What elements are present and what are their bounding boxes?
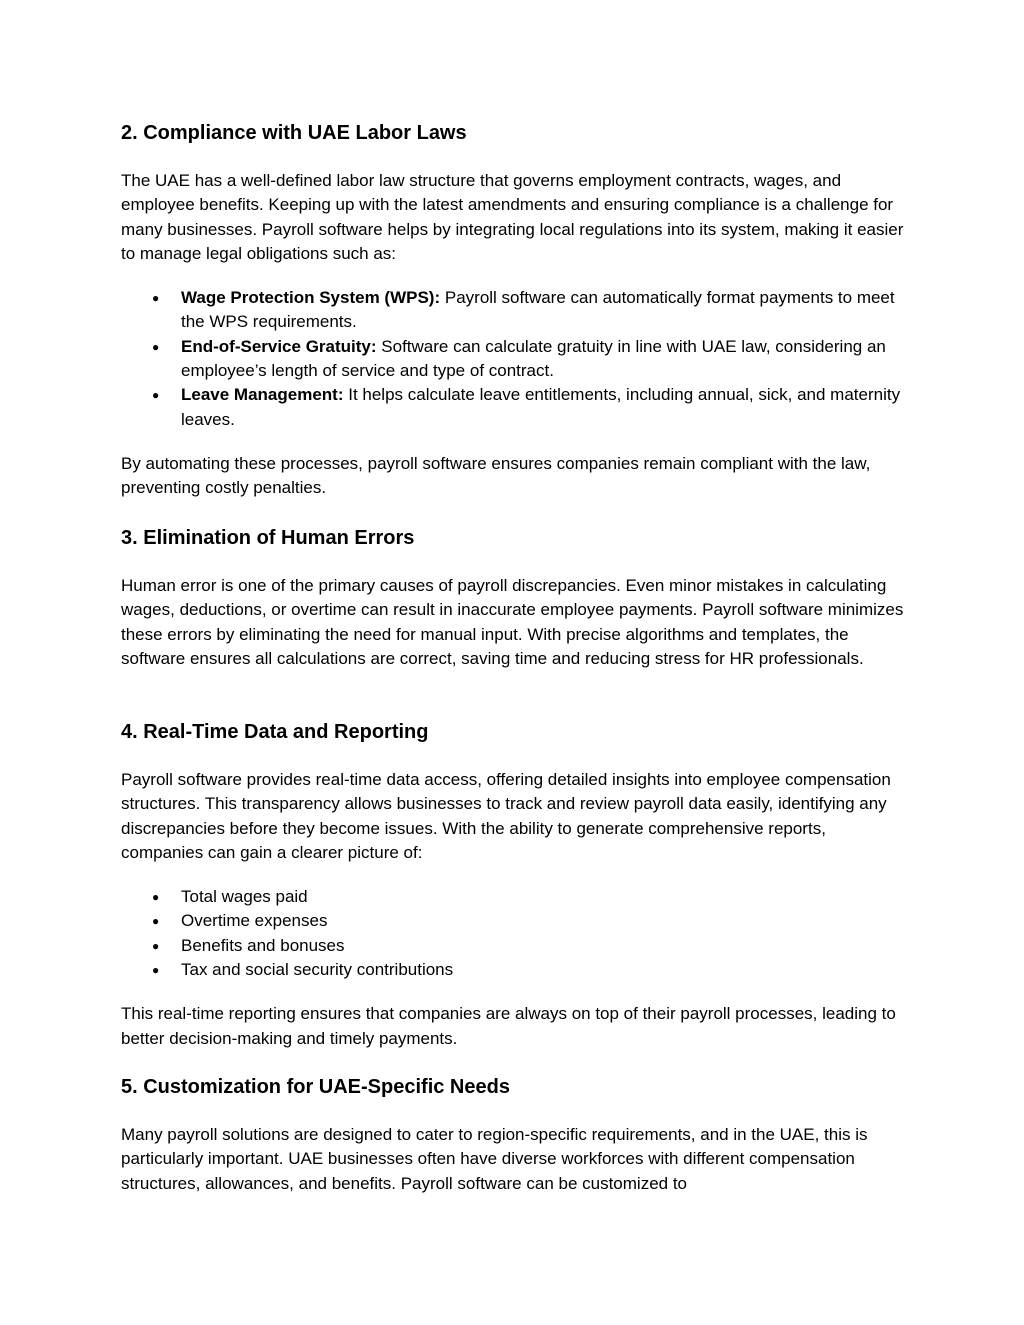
bullet-icon: ● <box>152 938 160 953</box>
bullet-list <box>121 885 911 982</box>
list-item-text: Tax and social security contributions <box>181 960 454 980</box>
list-item-text: Payroll software can automatically format payments to meet the WPS requirements. <box>181 288 895 332</box>
section-compliance <box>121 121 911 501</box>
section-paragraph: Many payroll solutions are designed to cater to region-specific requirements, and in the UAE, this is particularly important. UAE businesses often have diverse workforces with different compensation structures, allowances, and benefits. Payroll software can be customized to <box>121 1125 868 1193</box>
list-item-term: End-of-Service Gratuity: <box>181 336 377 356</box>
list-item-term: Leave Management: <box>181 385 344 405</box>
bullet-icon: ● <box>152 291 160 306</box>
section-customization <box>121 1075 911 1196</box>
bullet-icon: ● <box>152 914 160 929</box>
section-paragraph: By automating these processes, payroll software ensures companies remain compliant with the law, preventing costly penalties. <box>121 453 871 498</box>
bullet-icon: ● <box>152 890 160 905</box>
bullet-list <box>121 286 911 432</box>
section-paragraph: This real-time reporting ensures that companies are always on top of their payroll processes, leading to better decision-making and timely payments. <box>121 1004 896 1048</box>
list-item-text: Software can calculate gratuity in line with UAE law, considering an employee’s length of service and type of contract. <box>181 336 886 381</box>
list-item-text: It helps calculate leave entitlements, including annual, sick, and maternity leaves. <box>181 385 901 429</box>
section-real-time-data <box>121 720 911 1051</box>
section-heading: 2. Compliance with UAE Labor Laws <box>121 122 467 144</box>
list-item <box>121 383 911 432</box>
list-item <box>121 909 911 933</box>
section-heading: 5. Customization for UAE-Specific Needs <box>121 1076 510 1098</box>
bullet-icon: ● <box>152 388 160 403</box>
section-human-errors <box>121 526 911 671</box>
list-item <box>121 934 911 958</box>
list-item <box>121 885 911 909</box>
list-item <box>121 958 911 982</box>
list-item-text: Total wages paid <box>181 887 308 907</box>
section-heading: 3. Elimination of Human Errors <box>121 527 415 549</box>
list-item-text: Overtime expenses <box>181 911 328 931</box>
bullet-icon: ● <box>152 963 160 978</box>
list-item <box>121 335 911 384</box>
section-paragraph: Human error is one of the primary causes of payroll discrepancies. Even minor mistakes in calculating wages, deductions, or overtime can result in inaccurate employee payments. Payroll software minimizes these errors by eliminating the need for manual input. With precise algorithms and templates, the software ensures all calculations are correct, saving time and reducing stress for HR professionals. <box>121 576 904 668</box>
list-item-text: Benefits and bonuses <box>181 935 345 955</box>
bullet-icon: ● <box>152 339 160 354</box>
section-paragraph: Payroll software provides real-time data access, offering detailed insights into employee compensation structures. This transparency allows businesses to track and review payroll data easily, identifying any discrepancies before they become issues. With the ability to generate comprehensive reports, companies can gain a clearer picture of: <box>121 770 891 862</box>
list-item <box>121 286 911 335</box>
list-item-term: Wage Protection System (WPS): <box>181 288 441 308</box>
section-heading: 4. Real-Time Data and Reporting <box>121 721 429 743</box>
section-paragraph: The UAE has a well-defined labor law structure that governs employment contracts, wages, and employee benefits. Keeping up with the latest amendments and ensuring compliance is a challenge for many businesses. Payroll software helps by integrating local regulations into its system, making it easier to manage legal obligations such as: <box>121 171 904 263</box>
